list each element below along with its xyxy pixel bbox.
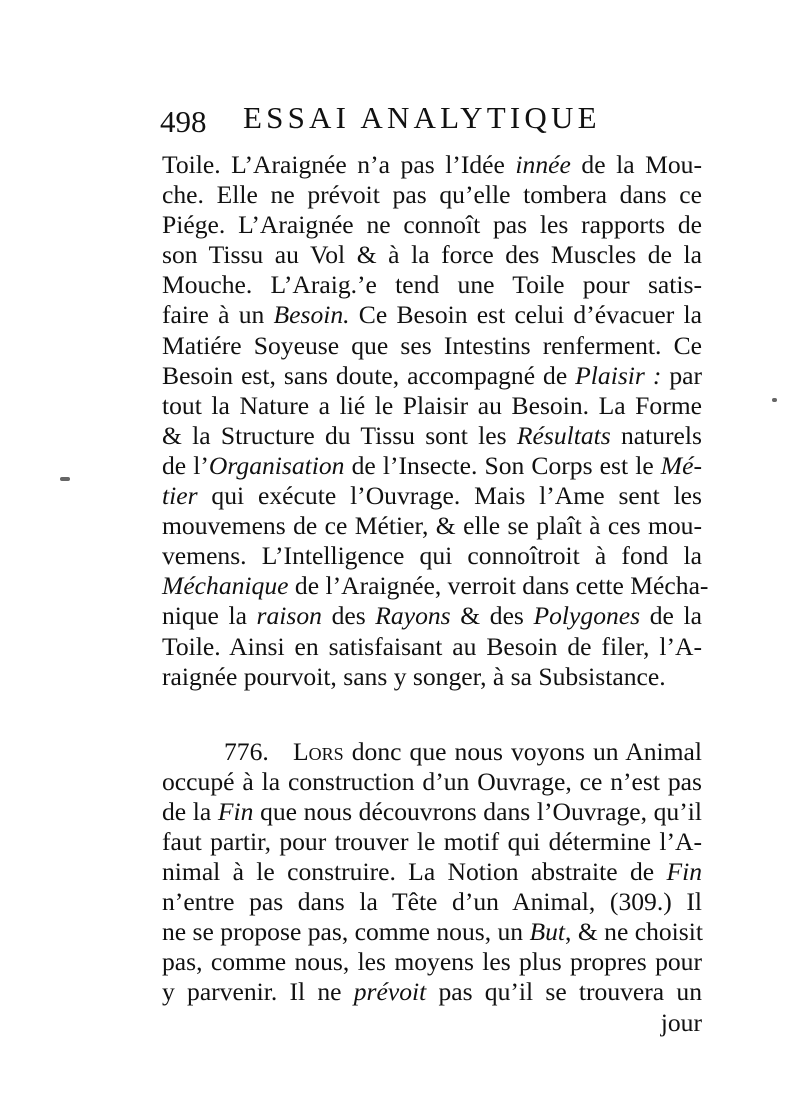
italic-term: prévoit	[353, 977, 427, 1007]
catchword: jour	[660, 1007, 702, 1037]
italic-term: Organisation	[208, 450, 345, 480]
text-line: tout la Nature a lié le Plaisir au Besoin. La Forme	[162, 390, 702, 420]
ink-speck	[60, 477, 70, 481]
text-line: de la Fin que nous découvrons dans l’Ouvrage, qu’il	[162, 796, 702, 826]
paragraph-number: 776.	[224, 736, 269, 766]
italic-term: innée	[515, 150, 571, 179]
text-line: Toile. L’Araignée n’a pas l’Idée innée de la Mou-	[162, 150, 702, 179]
italic-term: tier	[162, 481, 198, 511]
italic-term: But	[529, 917, 566, 947]
text-line	[162, 737, 702, 767]
body-text	[162, 150, 709, 1038]
text-line: Matiére Soyeuse que ses Intestins renferment. Ce	[162, 330, 702, 360]
text-line: Toile. Ainsi en satisfaisant au Besoin de filer, l’A-	[162, 631, 702, 661]
text-line: nimal à le construire. La Notion abstraite de Fin	[162, 857, 702, 887]
text-line: occupé à la construction d’un Ouvrage, ce n’est pas	[162, 766, 702, 796]
text-line: ne se propose pas, comme nous, un But, & ne choisit	[162, 917, 703, 947]
text-line: Mouche. L’Araig.’e tend une Toile pour satis-	[162, 270, 702, 300]
paragraph-776	[162, 737, 702, 1038]
text-line: pas, comme nous, les moyens les plus propres pour	[162, 947, 702, 977]
ink-speck	[772, 398, 777, 402]
italic-term: Besoin.	[273, 300, 350, 330]
text-line: vemens. L’Intelligence qui connoîtroit à fond la	[162, 541, 702, 571]
italic-term: Fin	[666, 857, 702, 887]
text-line: y parvenir. Il ne prévoit pas qu’il se trouvera un	[162, 977, 702, 1007]
italic-term: Mé-	[660, 450, 702, 480]
page-header	[160, 100, 700, 148]
text-line: faire à un Besoin. Ce Besoin est celui d’évacuer la	[162, 300, 702, 330]
paragraph-776-lines	[162, 767, 702, 1008]
italic-term: Plaisir :	[575, 360, 662, 390]
page-number: 498	[160, 104, 207, 139]
text-line: Besoin est, sans doute, accompagné de Plaisir : par	[162, 360, 703, 390]
line-text: donc que nous voyons un Animal	[343, 736, 702, 766]
text-line: mouvemens de ce Métier, & elle se plaît à ces mou-	[162, 511, 702, 541]
catchword-line	[162, 1008, 702, 1038]
italic-term: Rayons	[375, 601, 451, 631]
text-line: & la Structure du Tissu sont les Résultats naturels	[162, 420, 702, 450]
italic-term: Résultats	[516, 420, 611, 450]
running-title: ESSAI ANALYTIQUE	[243, 100, 601, 135]
paragraph-1	[162, 150, 709, 692]
text-line: n’entre pas dans la Tête d’un Animal, (309.) Il	[162, 887, 702, 917]
text-line: Méchanique de l’Araignée, verroit dans cette Mécha-	[162, 571, 709, 601]
text-line: Piége. L’Araignée ne connoît pas les rapports de	[162, 210, 702, 240]
text-line: nique la raison des Rayons & des Polygones de la	[162, 601, 702, 631]
lead-word: Lors	[293, 736, 344, 766]
text-line: raignée pourvoit, sans y songer, à sa Subsistance.	[162, 661, 666, 691]
italic-term: Fin	[217, 796, 254, 826]
text-line: faut partir, pour trouver le motif qui détermine l’A-	[162, 826, 702, 856]
text-line: tier qui exécute l’Ouvrage. Mais l’Ame sent les	[162, 481, 702, 511]
italic-term: raison	[256, 601, 322, 631]
text-line: che. Elle ne prévoit pas qu’elle tombera dans ce	[162, 180, 702, 210]
italic-term: Méchanique	[162, 571, 289, 601]
text-line: de l’Organisation de l’Insecte. Son Corps est le Mé-	[162, 450, 702, 480]
text-line: son Tissu au Vol & à la force des Muscles de la	[162, 240, 702, 270]
paragraph-gap	[162, 692, 702, 737]
italic-term: Polygones	[533, 601, 641, 631]
